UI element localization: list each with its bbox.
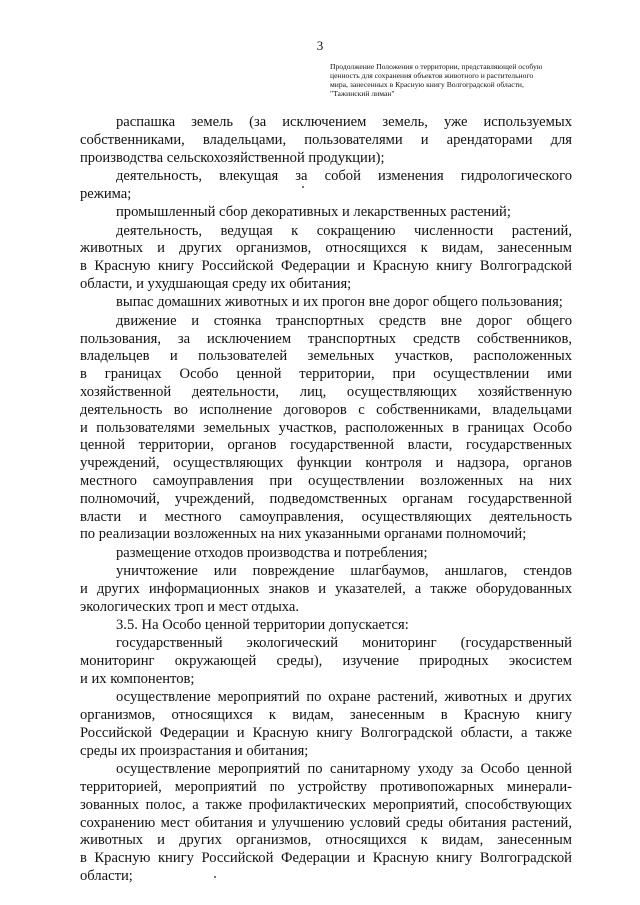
paragraph — [80, 223, 572, 294]
text-line: области, и ухудшающая среду их обитания; — [80, 275, 352, 292]
text-line: экологических троп и мест отдыха. — [80, 598, 299, 615]
text-line: в границах Особо ценной территории, при осуществлении ими — [80, 366, 572, 383]
paragraph — [80, 635, 572, 688]
text-line: в Красную книгу Российской Федерации и Красную книгу Волгоградской — [80, 258, 572, 275]
header-note-line: ценность для сохранения объектов животного и растительного — [330, 71, 534, 80]
paragraph — [80, 168, 572, 204]
text-line: промышленный сбор декоративных и лекарственных растений; — [116, 204, 511, 221]
paragraph — [80, 545, 572, 563]
text-line: выпас домашних животных и их прогон вне дорог общего пользования; — [116, 294, 563, 311]
text-line: пользования, за исключением транспортных средств собственников, — [80, 330, 572, 347]
text-line: деятельность во исполнение договоров с собственниками, владельцами — [80, 401, 572, 418]
paragraph — [80, 114, 572, 167]
header-note-line: "Тажинский лиман" — [330, 89, 395, 98]
text-line: ценной территории, органов государственной власти, государственных — [80, 437, 572, 454]
text-line: среды их произрастания и обитания; — [80, 742, 309, 759]
text-line: деятельность, ведущая к сокращению численности растений, — [116, 222, 572, 239]
paragraph — [80, 761, 572, 886]
text-line: деятельность, влекущая за собой изменения гидрологического — [116, 167, 572, 184]
header-note — [330, 62, 578, 98]
text-line: и их компонентов; — [80, 671, 195, 688]
text-line: владельцев и пользователей земельных участков, расположенных — [80, 348, 572, 365]
paragraph — [80, 617, 572, 635]
text-line: государственный экологический мониторинг (государственный — [116, 635, 572, 652]
text-line: в Красную книгу Российской Федерации и Красную книгу Волгоградской — [80, 850, 572, 867]
text-line: животных и других организмов, относящихся к видам, занесенным — [80, 240, 572, 257]
text-line: осуществление мероприятий по санитарному уходу за Особо ценной — [116, 761, 572, 778]
text-line: власти и местного самоуправления, осуществляющих деятельность — [80, 508, 572, 525]
text-line: движение и стоянка транспортных средств вне дорог общего — [116, 312, 572, 329]
scan-speck — [214, 876, 216, 878]
text-line: территорией, мероприятий по устройству противопожарных минерали- — [80, 779, 572, 796]
text-line: полномочий, учреждений, подведомственных органам государственной — [80, 490, 572, 507]
paragraph — [80, 294, 572, 312]
paragraph — [80, 689, 572, 760]
text-line: организмов, относящихся к видам, занесенным в Красную книгу — [80, 707, 572, 724]
paragraph — [80, 204, 572, 222]
page-number: 3 — [316, 38, 324, 53]
header-note-line: мира, занесенных в Красную книгу Волгоградской области, — [330, 80, 524, 89]
text-line: 3.5. На Особо ценной территории допускается: — [116, 617, 409, 634]
text-line: учреждений, осуществляющих функции контроля и надзора, органов — [80, 455, 572, 472]
header-note-line: Продолжение Положения о территории, представляющей особую — [330, 62, 543, 71]
text-line: и пользователями земельных участков, расположенных в границах Особо — [80, 419, 572, 436]
text-line: осуществление мероприятий по охране растений, животных и других — [116, 689, 572, 706]
text-line: собственниками, владельцами, пользователями и арендаторами для — [80, 131, 572, 148]
text-line: по реализации возложенных на них указанными органами полномочий; — [80, 526, 527, 543]
scan-speck — [302, 186, 304, 188]
text-line: и других информационных знаков и указателей, а также оборудованных — [80, 580, 572, 597]
document-body — [80, 114, 572, 886]
paragraph — [80, 313, 572, 544]
text-line: режима; — [80, 185, 132, 202]
text-line: зованных полос, а также профилактических мероприятий, способствующих — [80, 796, 572, 813]
text-line: мониторинг окружающей среды), изучение природных экосистем — [80, 653, 572, 670]
text-line: области; — [80, 868, 133, 884]
text-line: хозяйственной деятельности, лиц, осуществляющих хозяйственную — [80, 383, 572, 400]
text-line: производства сельскохозяйственной продукции); — [80, 149, 385, 166]
text-line: распашка земель (за исключением земель, уже используемых — [116, 114, 572, 130]
text-line: местного самоуправления при осуществлении возложенных на них — [80, 472, 572, 489]
text-line: животных и других организмов, относящихся к видам, занесенным — [80, 832, 572, 849]
text-line: размещение отходов производства и потребления; — [116, 544, 428, 561]
text-line: сохранению мест обитания и улучшению условий среды обитания растений, — [80, 814, 572, 831]
text-line: уничтожение или повреждение шлагбаумов, аншлагов, стендов — [116, 563, 572, 580]
paragraph — [80, 563, 572, 616]
text-line: Российской Федерации и Красную книгу Волгоградской области, а также — [80, 725, 572, 742]
